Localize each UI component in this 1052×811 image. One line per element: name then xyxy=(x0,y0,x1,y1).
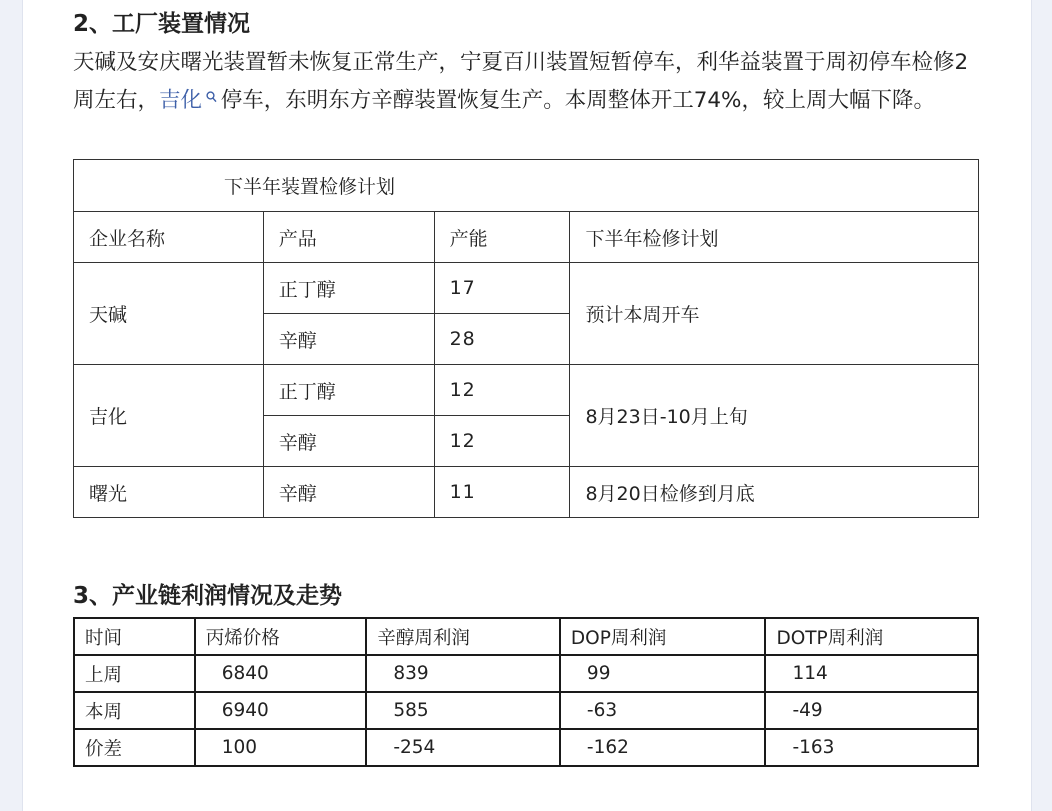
section-heading-profit: 3、产业链利润情况及走势 xyxy=(73,583,343,609)
value-cell: -162 xyxy=(560,729,766,766)
table-row xyxy=(74,692,978,729)
header-capacity: 产能 xyxy=(434,212,570,263)
page xyxy=(22,0,1032,811)
capacity-cell: 28 xyxy=(434,314,570,365)
value-cell: -63 xyxy=(560,692,766,729)
company-cell: 吉化 xyxy=(74,365,264,467)
capacity-cell: 17 xyxy=(434,263,570,314)
header-time: 时间 xyxy=(74,618,195,655)
value-cell: 99 xyxy=(560,655,766,692)
value-cell: -254 xyxy=(366,729,560,766)
value-cell: -163 xyxy=(765,729,978,766)
section-heading-factory: 2、工厂装置情况 xyxy=(73,11,251,37)
value-cell: 6840 xyxy=(195,655,367,692)
header-company: 企业名称 xyxy=(74,212,264,263)
capacity-cell: 12 xyxy=(434,416,570,467)
value-cell: 100 xyxy=(195,729,367,766)
company-cell: 曙光 xyxy=(74,467,264,518)
table-title: 下半年装置检修计划 xyxy=(74,160,979,212)
value-cell: -49 xyxy=(765,692,978,729)
company-cell: 天碱 xyxy=(74,263,264,365)
plan-cell: 预计本周开车 xyxy=(570,263,979,365)
search-icon[interactable] xyxy=(202,92,221,106)
paragraph-text-2: 停车，东明东方辛醇装置恢复生产。本周整体开工74%，较上周大幅下降。 xyxy=(220,88,935,113)
product-cell: 正丁醇 xyxy=(263,263,434,314)
plan-cell: 8月23日-10月上旬 xyxy=(570,365,979,467)
table-title-row xyxy=(74,160,979,212)
product-cell: 辛醇 xyxy=(263,467,434,518)
table-header-row xyxy=(74,618,978,655)
product-cell: 正丁醇 xyxy=(263,365,434,416)
product-cell: 辛醇 xyxy=(263,314,434,365)
value-cell: 114 xyxy=(765,655,978,692)
time-cell: 本周 xyxy=(74,692,195,729)
maintenance-plan-table xyxy=(73,159,979,518)
profit-table xyxy=(73,617,979,767)
paragraph-text-1: 天碱及安庆曙光装置暂未恢复正常生产，宁夏百川装置短暂停车，利华益装置于周初停车检修2周左右， xyxy=(73,50,969,113)
table-row xyxy=(74,655,978,692)
table-row xyxy=(74,263,979,314)
header-product: 产品 xyxy=(263,212,434,263)
value-cell: 839 xyxy=(366,655,560,692)
header-dotp-profit: DOTP周利润 xyxy=(765,618,978,655)
table-row xyxy=(74,729,978,766)
header-propylene-price: 丙烯价格 xyxy=(195,618,367,655)
value-cell: 585 xyxy=(366,692,560,729)
table-row xyxy=(74,467,979,518)
product-cell: 辛醇 xyxy=(263,416,434,467)
time-cell: 价差 xyxy=(74,729,195,766)
value-cell: 6940 xyxy=(195,692,367,729)
table-row xyxy=(74,365,979,416)
jihua-link[interactable]: 吉化 xyxy=(159,88,203,113)
plan-cell: 8月20日检修到月底 xyxy=(570,467,979,518)
table-header-row xyxy=(74,212,979,263)
header-dop-profit: DOP周利润 xyxy=(560,618,766,655)
header-octanol-profit: 辛醇周利润 xyxy=(366,618,560,655)
time-cell: 上周 xyxy=(74,655,195,692)
capacity-cell: 11 xyxy=(434,467,570,518)
capacity-cell: 12 xyxy=(434,365,570,416)
factory-paragraph xyxy=(73,44,978,120)
header-plan: 下半年检修计划 xyxy=(570,212,979,263)
